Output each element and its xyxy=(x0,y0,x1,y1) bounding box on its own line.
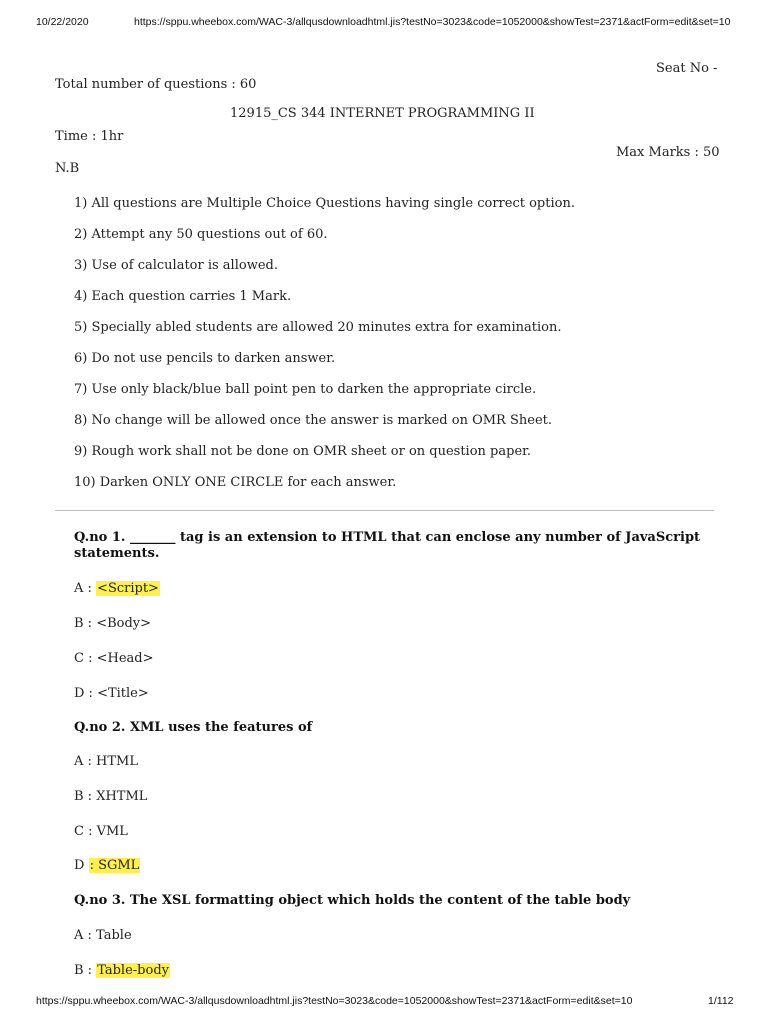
option-text: <Body> xyxy=(96,616,152,631)
question-text-continued: statements. xyxy=(74,546,160,561)
print-date: 10/22/2020 xyxy=(36,16,89,28)
option-text-highlighted: <Script> xyxy=(97,581,159,596)
exam-time: Time : 1hr xyxy=(55,129,124,144)
option-text: VML xyxy=(96,824,128,839)
seat-number: Seat No - xyxy=(656,61,718,76)
section-divider xyxy=(55,510,714,511)
option-text: <Title> xyxy=(97,686,149,701)
option-b xyxy=(74,789,147,804)
instruction-item: 8) No change will be allowed once the answer is marked on OMR Sheet. xyxy=(74,413,552,428)
option-d xyxy=(74,858,140,873)
option-a xyxy=(74,928,132,943)
instruction-item: 3) Use of calculator is allowed. xyxy=(74,258,278,273)
question-text: Q.no 2. XML uses the features of xyxy=(74,720,313,735)
question-text: Q.no 3. The XSL formatting object which holds the content of the table body xyxy=(74,893,631,908)
instruction-item: 7) Use only black/blue ball point pen to darken the appropriate circle. xyxy=(74,382,537,397)
page-number: 1/112 xyxy=(708,995,734,1007)
question-text: Q.no 1. _______ tag is an extension to HTML that can enclose any number of JavaScript xyxy=(74,530,701,545)
option-c xyxy=(74,824,128,839)
option-text-highlighted: : SGML xyxy=(89,858,140,873)
option-prefix: B : xyxy=(74,616,97,631)
option-prefix: C : xyxy=(74,651,97,666)
option-prefix: C : xyxy=(74,824,97,839)
option-a xyxy=(74,754,138,769)
option-text-highlighted: Table-body xyxy=(97,963,169,978)
instruction-item: 6) Do not use pencils to darken answer. xyxy=(74,351,336,366)
instruction-item: 4) Each question carries 1 Mark. xyxy=(74,289,292,304)
option-c xyxy=(74,651,153,666)
instruction-item: 9) Rough work shall not be done on OMR sheet or on question paper. xyxy=(74,444,532,459)
total-questions: Total number of questions : 60 xyxy=(55,77,257,92)
exam-title: 12915_CS 344 INTERNET PROGRAMMING II xyxy=(230,106,535,121)
instruction-item: 1) All questions are Multiple Choice Questions having single correct option. xyxy=(74,196,575,211)
option-text: XHTML xyxy=(96,789,148,804)
option-b xyxy=(74,963,170,978)
instruction-item: 5) Specially abled students are allowed 20 minutes extra for examination. xyxy=(74,320,562,335)
option-prefix: A : xyxy=(74,928,97,943)
instruction-item: 2) Attempt any 50 questions out of 60. xyxy=(74,227,328,242)
nb-label: N.B xyxy=(55,161,80,176)
option-prefix: D xyxy=(74,858,89,873)
option-a xyxy=(74,581,160,596)
option-prefix: A : xyxy=(74,754,97,769)
option-prefix: B : xyxy=(74,789,97,804)
option-b xyxy=(74,616,151,631)
print-url: https://sppu.wheebox.com/WAC-3/allqusdownloadhtml.jis?testNo=3023&code=1052000&showTest=2371&actForm=edit&set=10 xyxy=(134,16,731,28)
instruction-item: 10) Darken ONLY ONE CIRCLE for each answer. xyxy=(74,475,397,490)
option-d xyxy=(74,686,149,701)
option-text: <Head> xyxy=(96,651,154,666)
option-prefix: D : xyxy=(74,686,98,701)
print-footer-url: https://sppu.wheebox.com/WAC-3/allqusdownloadhtml.jis?testNo=3023&code=1052000&showTest=2371&actForm=edit&set=10 xyxy=(36,995,633,1007)
option-prefix: B : xyxy=(74,963,97,978)
option-text: HTML xyxy=(96,754,138,769)
max-marks: Max Marks : 50 xyxy=(616,145,720,160)
option-prefix: A : xyxy=(74,581,97,596)
option-text: Table xyxy=(96,928,132,943)
